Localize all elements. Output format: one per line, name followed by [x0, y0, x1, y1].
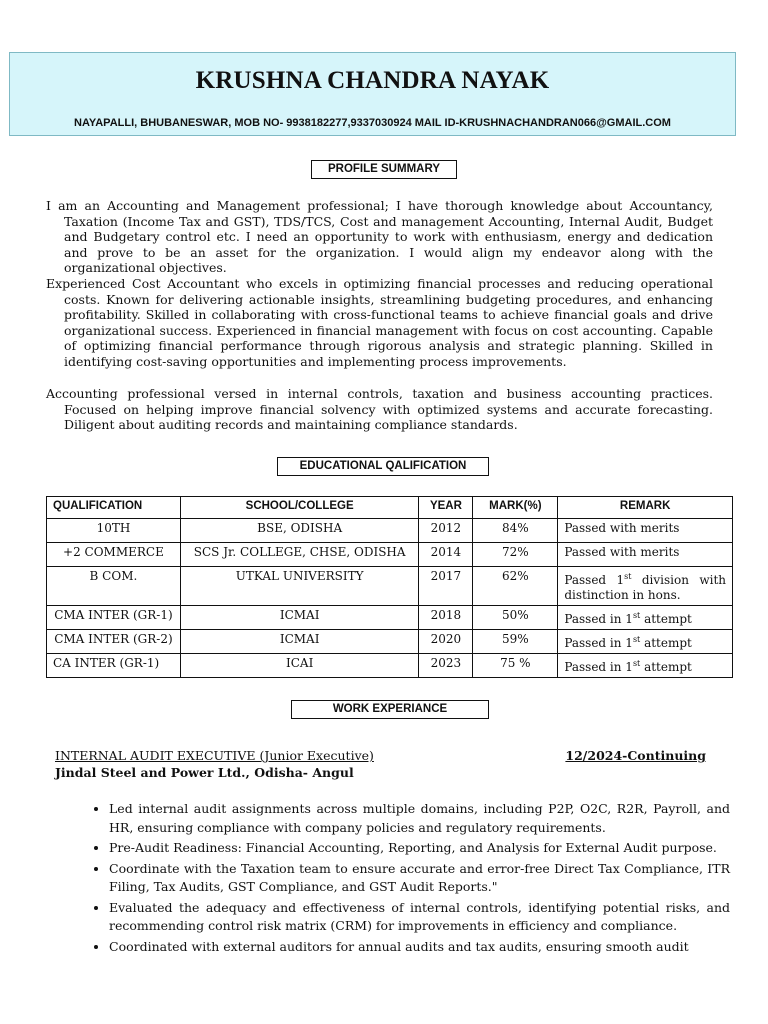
table-row: [47, 543, 733, 567]
year-cell: 2020: [419, 630, 473, 654]
education-table: [46, 496, 733, 678]
mark-cell: 75 %: [473, 654, 558, 678]
education-header-row: [47, 497, 733, 519]
mark-cell: 84%: [473, 519, 558, 543]
contact-line: NAYAPALLI, BHUBANESWAR, MOB NO- 9938182277,9337030924 MAIL ID-KRUSHNACHANDRAN066@GMAIL.COM: [74, 117, 671, 129]
remark-cell: [558, 654, 733, 678]
col-header-remark: REMARK: [558, 497, 733, 519]
list-item: • Coordinate with the Taxation team to ensure accurate and error-free Direct Tax Compliance, ITR Filing, Tax Audits, GST Compliance, and GST Audit Reports.": [109, 860, 730, 897]
job-date: 12/2024-Continuing: [565, 748, 706, 763]
list-item: • Coordinated with external auditors for annual audits and tax audits, ensuring smooth audit: [109, 938, 730, 957]
remark-text: Passed in 1: [564, 612, 633, 626]
table-row: [47, 654, 733, 678]
remark-text: Passed 1: [564, 573, 625, 587]
col-header-mark: MARK(%): [473, 497, 558, 519]
school-cell: ICMAI: [180, 606, 419, 630]
remark-cell: Passed with merits: [558, 543, 733, 567]
qualification-cell: CMA INTER (GR-2): [47, 630, 181, 654]
qualification-cell: B COM.: [47, 567, 181, 606]
year-cell: 2014: [419, 543, 473, 567]
year-cell: 2023: [419, 654, 473, 678]
remark-cell: Passed with merits: [558, 519, 733, 543]
duties-list: [82, 800, 730, 958]
profile-paragraph-1: I am an Accounting and Management professional; I have thorough knowledge about Accountancy, Taxation (Income Tax and GST), TDS/TCS, Cost and management Accounting, Internal Audit, Budget and Budgetary control etc. I need an opportunity to work with enthusiasm, energy and dedication and prove to be an asset for the organization. I would align my endeavor along with the organizational objectives.: [46, 198, 713, 276]
col-header-school: SCHOOL/COLLEGE: [180, 497, 419, 519]
school-cell: UTKAL UNIVERSITY: [180, 567, 419, 606]
remark-text: attempt: [640, 660, 692, 674]
list-item: • Pre-Audit Readiness: Financial Accounting, Reporting, and Analysis for External Audit purpose.: [109, 839, 730, 858]
remark-text: attempt: [640, 636, 692, 650]
col-header-qualification: QUALIFICATION: [47, 497, 181, 519]
table-row: [47, 567, 733, 606]
qualification-cell: 10TH: [47, 519, 181, 543]
remark-sup: st: [632, 659, 641, 668]
col-header-year: YEAR: [419, 497, 473, 519]
school-cell: ICAI: [180, 654, 419, 678]
profile-paragraph-3: Accounting professional versed in internal controls, taxation and business accounting practices. Focused on helping improve financial solvency with optimized systems and accurate forecasting. Diligent about auditing records and maintaining compliance standards.: [46, 386, 713, 433]
year-cell: 2018: [419, 606, 473, 630]
mark-cell: 72%: [473, 543, 558, 567]
table-row: [47, 519, 733, 543]
year-cell: 2017: [419, 567, 473, 606]
year-cell: 2012: [419, 519, 473, 543]
company-name: Jindal Steel and Power Ltd., Odisha- Angul: [55, 765, 354, 780]
table-row: [47, 630, 733, 654]
qualification-cell: CA INTER (GR-1): [47, 654, 181, 678]
remark-sup: st: [632, 611, 641, 620]
list-item: • Led internal audit assignments across multiple domains, including P2P, O2C, R2R, Payroll, and HR, ensuring compliance with company policies and regulatory requirements.: [109, 800, 730, 837]
job-title: INTERNAL AUDIT EXECUTIVE (Junior Executive): [55, 748, 374, 763]
remark-text: Passed in 1: [564, 660, 633, 674]
profile-summary-heading: PROFILE SUMMARY: [311, 160, 457, 179]
header-banner: [9, 52, 736, 136]
school-cell: SCS Jr. COLLEGE, CHSE, ODISHA: [180, 543, 419, 567]
remark-text: division with distinction in hons.: [564, 573, 726, 602]
school-cell: ICMAI: [180, 630, 419, 654]
candidate-name: KRUSHNA CHANDRA NAYAK: [195, 67, 550, 94]
education-heading: EDUCATIONAL QALIFICATION: [277, 457, 489, 476]
remark-sup: st: [632, 635, 641, 644]
table-row: [47, 606, 733, 630]
qualification-cell: CMA INTER (GR-1): [47, 606, 181, 630]
remark-cell: [558, 567, 733, 606]
remark-text: Passed in 1: [564, 636, 633, 650]
school-cell: BSE, ODISHA: [180, 519, 419, 543]
mark-cell: 62%: [473, 567, 558, 606]
remark-cell: [558, 630, 733, 654]
qualification-cell: +2 COMMERCE: [47, 543, 181, 567]
list-item: • Evaluated the adequacy and effectiveness of internal controls, identifying potential risks, and recommending control risk matrix (CRM) for improvements in efficiency and compliance.: [109, 899, 730, 936]
profile-paragraph-2: Experienced Cost Accountant who excels in optimizing financial processes and reducing operational costs. Known for delivering actionable insights, streamlining budgeting procedures, and enhancing profitability. Skilled in collaborating with cross-functional teams to achieve financial goals and drive organizational success. Experienced in financial management with focus on cost accounting. Capable of optimizing financial performance through rigorous analysis and strategic planning. Skilled in identifying cost-saving opportunities and implementing process improvements.: [46, 276, 713, 369]
work-experience-heading: WORK EXPERIANCE: [291, 700, 489, 719]
remark-sup: st: [624, 572, 632, 581]
mark-cell: 59%: [473, 630, 558, 654]
mark-cell: 50%: [473, 606, 558, 630]
remark-cell: [558, 606, 733, 630]
remark-text: attempt: [640, 612, 692, 626]
